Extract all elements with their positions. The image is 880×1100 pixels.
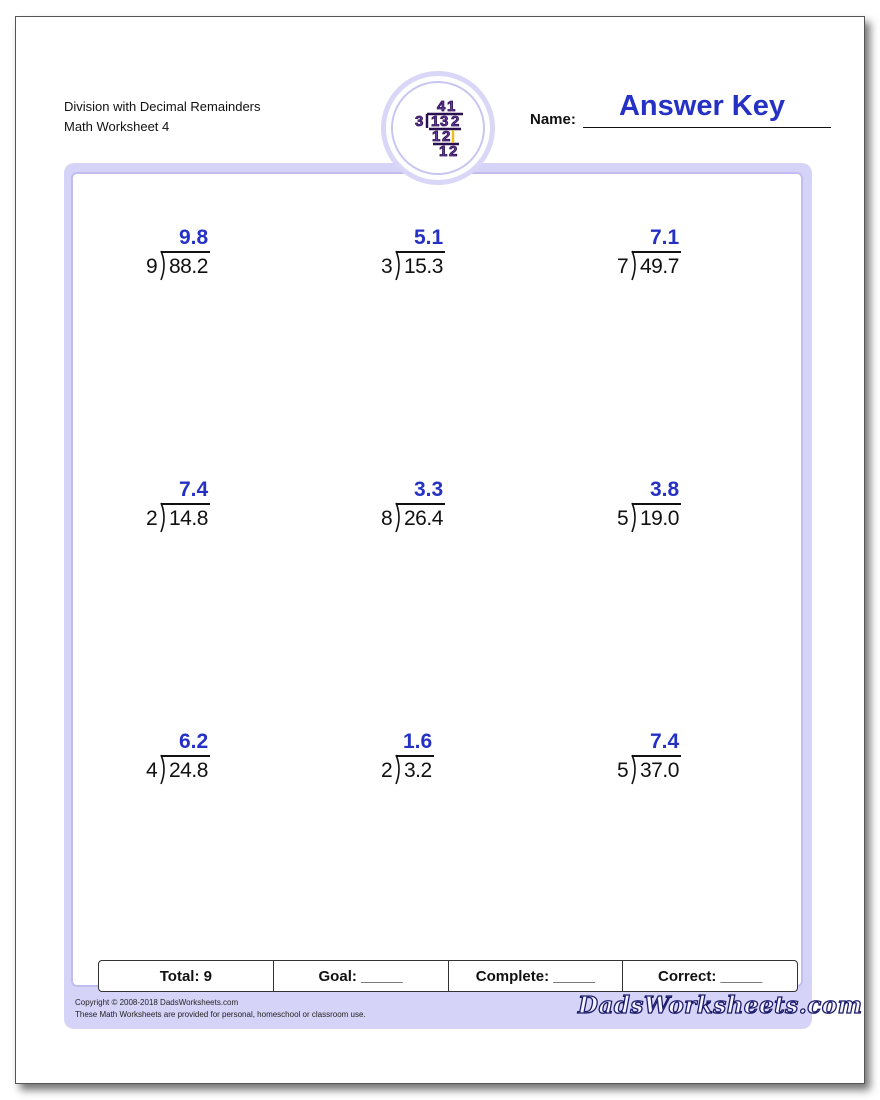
worksheet-title-line1: Division with Decimal Remainders <box>64 99 261 114</box>
divisor: 2 <box>146 507 158 530</box>
answer-key-label: Answer Key <box>618 90 785 122</box>
dividend: 49.7 <box>640 255 679 278</box>
divisor: 8 <box>381 507 393 530</box>
divisor: 7 <box>617 255 629 278</box>
division-bracket <box>631 752 639 786</box>
copyright-text: Copyright © 2008-2018 DadsWorksheets.com <box>75 998 239 1007</box>
logo-digit: 1 <box>439 143 448 160</box>
problem-area <box>71 172 803 987</box>
divisor: 2 <box>381 759 393 782</box>
logo-digit: 2 <box>451 113 460 130</box>
division-problem <box>146 478 246 538</box>
division-problem <box>146 730 246 790</box>
brand-logo: DadsWorksheets.com <box>578 992 863 1019</box>
worksheet-title <box>64 97 261 137</box>
vinculum-line <box>161 755 210 757</box>
vinculum-line <box>396 755 434 757</box>
division-problem <box>146 226 246 286</box>
logo-digit: 2 <box>449 143 458 160</box>
division-bracket <box>631 248 639 282</box>
division-problem <box>617 478 717 538</box>
dividend: 15.3 <box>404 255 443 278</box>
total-cell: Total: 9 <box>99 961 274 991</box>
division-problem <box>617 226 717 286</box>
vinculum-line <box>396 503 445 505</box>
dividend: 24.8 <box>169 759 208 782</box>
dividend: 37.0 <box>640 759 679 782</box>
dividend: 19.0 <box>640 507 679 530</box>
dividend: 88.2 <box>169 255 208 278</box>
logo-digit: 4 <box>437 98 446 115</box>
division-problem <box>381 478 481 538</box>
goal-cell: Goal: _____ <box>274 961 449 991</box>
logo-badge <box>381 71 495 185</box>
division-bracket <box>160 500 168 534</box>
quotient-answer: 5.1 <box>414 226 444 249</box>
divisor: 5 <box>617 507 629 530</box>
vinculum-line <box>396 251 445 253</box>
name-line <box>583 127 831 128</box>
quotient-answer: 3.3 <box>414 478 444 501</box>
quotient-answer: 7.4 <box>650 730 680 753</box>
divisor: 9 <box>146 255 158 278</box>
logo-digit: 3 <box>415 113 424 130</box>
division-bracket <box>160 248 168 282</box>
quotient-answer: 7.4 <box>179 478 209 501</box>
divisor: 4 <box>146 759 158 782</box>
vinculum-line <box>632 503 681 505</box>
complete-cell: Complete: _____ <box>449 961 624 991</box>
division-problem <box>617 730 717 790</box>
name-label: Name: <box>530 111 576 128</box>
vinculum-line <box>632 251 681 253</box>
division-bracket <box>395 752 403 786</box>
divisor: 5 <box>617 759 629 782</box>
quotient-answer: 1.6 <box>403 730 433 753</box>
logo-digit: 2 <box>442 128 451 145</box>
quotient-answer: 3.8 <box>650 478 680 501</box>
problem-frame <box>64 163 863 1029</box>
logo-digit: 1 <box>431 113 440 130</box>
vinculum-line <box>161 503 210 505</box>
vinculum-line <box>632 755 681 757</box>
logo-digit: 3 <box>440 113 449 130</box>
long-division-logo-icon <box>393 83 483 173</box>
worksheet-title-line2: Math Worksheet 4 <box>64 119 170 134</box>
score-bar <box>98 960 798 992</box>
division-bracket <box>395 248 403 282</box>
division-problem <box>381 226 481 286</box>
quotient-answer: 6.2 <box>179 730 209 753</box>
logo-digit: 1 <box>447 98 456 115</box>
division-problem <box>381 730 481 790</box>
correct-cell: Correct: _____ <box>658 967 763 985</box>
division-bracket <box>395 500 403 534</box>
usage-notice: These Math Worksheets are provided for personal, homeschool or classroom use. <box>75 1010 366 1019</box>
dividend: 14.8 <box>169 507 208 530</box>
logo-digit: 1 <box>432 128 441 145</box>
vinculum-line <box>161 251 210 253</box>
divisor: 3 <box>381 255 393 278</box>
dividend: 26.4 <box>404 507 443 530</box>
quotient-answer: 7.1 <box>650 226 680 249</box>
quotient-answer: 9.8 <box>179 226 209 249</box>
copyright-notice <box>75 997 366 1021</box>
division-bracket <box>631 500 639 534</box>
dividend: 3.2 <box>404 759 432 782</box>
division-bracket <box>160 752 168 786</box>
